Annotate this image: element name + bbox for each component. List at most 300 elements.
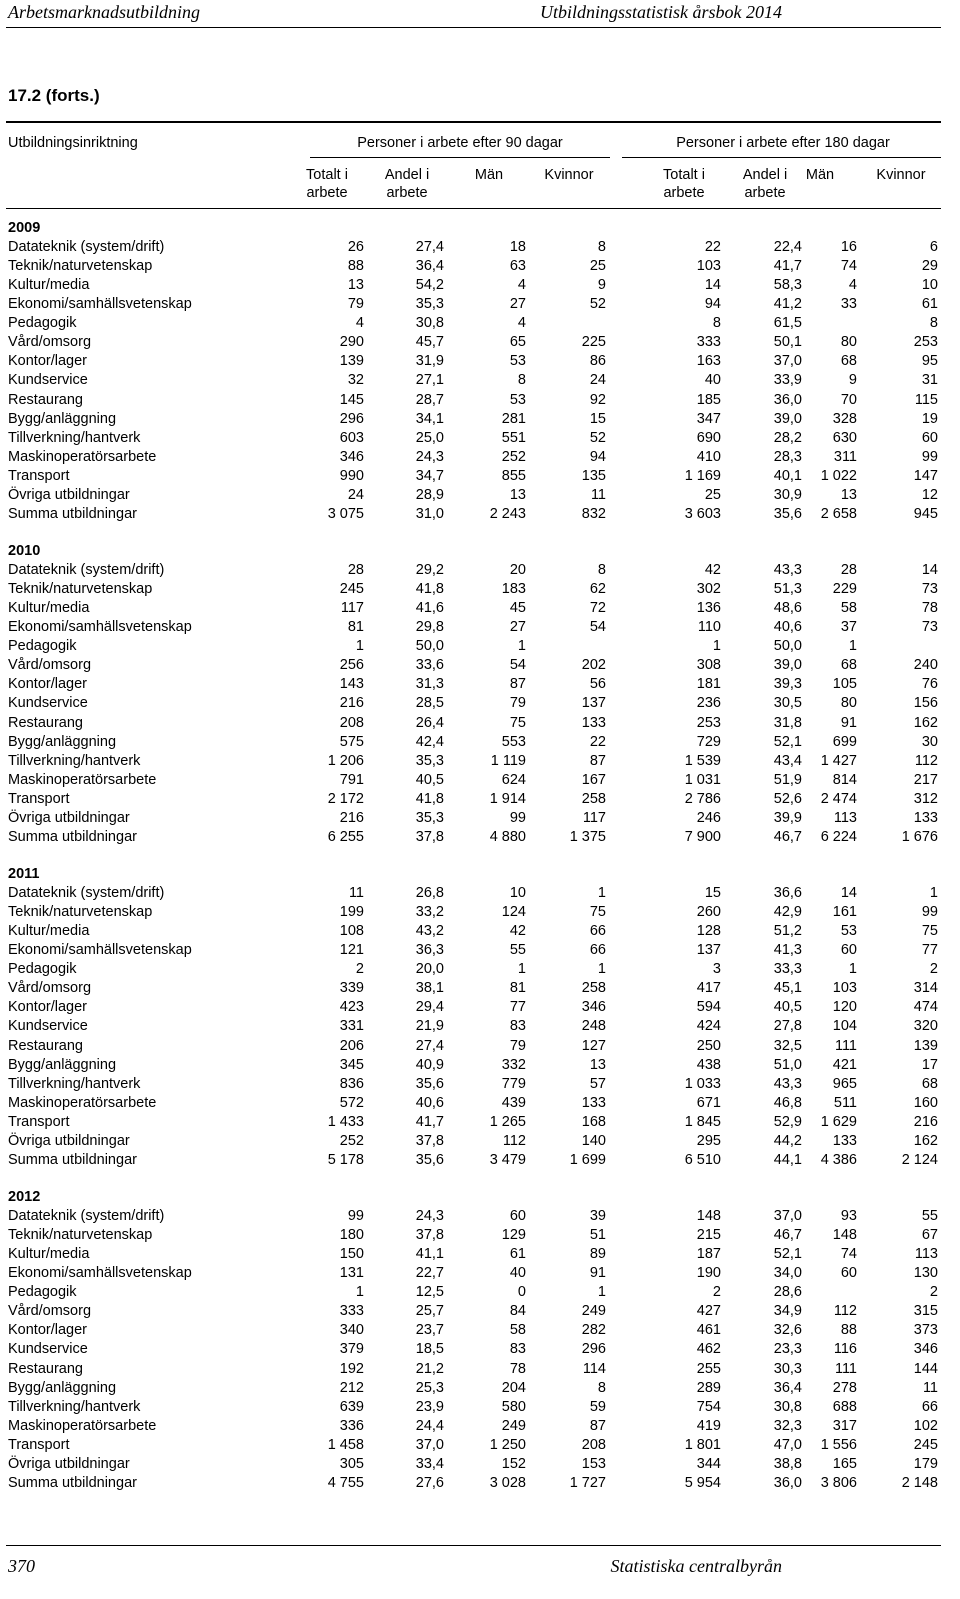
row-label: Pedagogik xyxy=(8,961,77,978)
table-cell: 624 xyxy=(501,771,526,788)
row-label: Kontor/lager xyxy=(8,1322,87,1339)
table-cell: 43,4 xyxy=(773,752,802,769)
row-header-label: Utbildningsinriktning xyxy=(8,135,138,151)
table-cell: 212 xyxy=(339,1379,364,1396)
table-cell: 60 xyxy=(921,429,938,446)
table-cell: 102 xyxy=(913,1417,938,1434)
table-cell: 248 xyxy=(581,1018,606,1035)
table-cell: 133 xyxy=(581,714,606,731)
table-cell: 52,6 xyxy=(773,790,802,807)
table-cell: 346 xyxy=(581,999,606,1016)
table-cell: 289 xyxy=(696,1379,721,1396)
table-cell: 33,2 xyxy=(415,904,444,921)
table-cell: 51 xyxy=(589,1227,606,1244)
table-cell: 3 479 xyxy=(489,1151,526,1168)
table-cell: 133 xyxy=(832,1132,857,1149)
table-cell: 112 xyxy=(833,1303,857,1320)
table-cell: 4 xyxy=(517,277,526,294)
table-cell: 779 xyxy=(501,1075,526,1092)
table-cell: 290 xyxy=(339,334,364,351)
table-cell: 2 786 xyxy=(684,790,721,807)
table-cell: 1 433 xyxy=(327,1113,364,1130)
table-cell: 140 xyxy=(581,1132,606,1149)
table-cell: 424 xyxy=(696,1018,721,1035)
table-cell: 77 xyxy=(921,942,938,959)
row-label: Summa utbildningar xyxy=(8,1474,137,1491)
table-cell: 13 xyxy=(840,486,857,503)
table-cell: 1 206 xyxy=(327,752,364,769)
table-cell: 217 xyxy=(913,771,938,788)
table-cell: 114 xyxy=(582,1360,606,1377)
row-label: Summa utbildningar xyxy=(8,1151,137,1168)
table-cell: 296 xyxy=(581,1341,606,1358)
table-cell: 180 xyxy=(339,1227,364,1244)
table-cell: 40,6 xyxy=(415,1094,444,1111)
row-label: Tillverkning/hantverk xyxy=(8,429,141,446)
table-cell: 28,5 xyxy=(415,695,444,712)
table-cell: 41,8 xyxy=(415,581,444,598)
table-cell: 2 xyxy=(929,1284,938,1301)
table-cell: 216 xyxy=(339,695,364,712)
table-cell: 282 xyxy=(581,1322,606,1339)
table-cell: 1 265 xyxy=(489,1113,526,1130)
table-cell: 9 xyxy=(848,372,857,389)
table-cell: 990 xyxy=(339,467,364,484)
table-cell: 37,0 xyxy=(773,1208,802,1225)
table-cell: 32,3 xyxy=(773,1417,802,1434)
table-cell: 305 xyxy=(339,1455,364,1472)
table-cell: 124 xyxy=(501,904,526,921)
table-cell: 4 755 xyxy=(327,1474,364,1491)
table-cell: 27,6 xyxy=(415,1474,444,1491)
table-cell: 1 169 xyxy=(684,467,721,484)
table-cell: 59 xyxy=(589,1398,606,1415)
table-cell: 34,0 xyxy=(773,1265,802,1282)
table-cell: 639 xyxy=(339,1398,364,1415)
table-cell: 1 427 xyxy=(820,752,857,769)
table-cell: 91 xyxy=(840,714,857,731)
table-cell: 50,0 xyxy=(773,638,802,655)
table-cell: 68 xyxy=(921,1075,938,1092)
footer-rule xyxy=(6,1545,941,1546)
table-cell: 2 474 xyxy=(820,790,857,807)
table-cell: 78 xyxy=(509,1360,526,1377)
row-label: Ekonomi/samhällsvetenskap xyxy=(8,1265,192,1282)
row-label: Kultur/media xyxy=(8,923,90,940)
table-cell: 1 250 xyxy=(489,1436,526,1453)
table-cell: 38,8 xyxy=(773,1455,802,1472)
table-cell: 79 xyxy=(509,695,526,712)
table-cell: 1 xyxy=(597,1284,606,1301)
table-cell: 51,0 xyxy=(773,1056,802,1073)
row-label: Ekonomi/samhällsvetenskap xyxy=(8,619,192,636)
table-cell: 52 xyxy=(589,429,606,446)
table-cell: 8 xyxy=(712,315,721,332)
table-cell: 5 954 xyxy=(684,1474,721,1491)
table-cell: 84 xyxy=(509,1303,526,1320)
table-cell: 117 xyxy=(582,809,606,826)
table-cell: 791 xyxy=(339,771,364,788)
table-cell: 208 xyxy=(339,714,364,731)
table-cell: 6 xyxy=(929,239,938,256)
table-cell: 53 xyxy=(840,923,857,940)
row-label: Teknik/naturvetenskap xyxy=(8,581,153,598)
column-header-line2: arbete xyxy=(744,185,786,201)
table-cell: 103 xyxy=(832,980,857,997)
table-cell: 45 xyxy=(509,600,526,617)
table-cell: 580 xyxy=(501,1398,526,1415)
table-cell: 150 xyxy=(339,1246,364,1263)
table-cell: 60 xyxy=(840,942,857,959)
table-cell: 74 xyxy=(840,1246,857,1263)
row-label: Maskinoperatörsarbete xyxy=(8,771,157,788)
table-cell: 115 xyxy=(914,391,938,408)
table-cell: 729 xyxy=(696,733,721,750)
table-cell: 133 xyxy=(913,809,938,826)
row-label: Datateknik (system/drift) xyxy=(8,239,165,256)
table-cell: 14 xyxy=(921,562,938,579)
table-cell: 13 xyxy=(347,277,364,294)
table-cell: 91 xyxy=(589,1265,606,1282)
table-cell: 1 xyxy=(517,961,526,978)
table-cell: 35,6 xyxy=(415,1151,444,1168)
row-label: Restaurang xyxy=(8,391,83,408)
table-cell: 249 xyxy=(501,1417,526,1434)
table-cell: 340 xyxy=(339,1322,364,1339)
table-cell: 296 xyxy=(339,410,364,427)
table-cell: 24,3 xyxy=(415,448,444,465)
table-cell: 4 880 xyxy=(489,828,526,845)
table-cell: 551 xyxy=(501,429,526,446)
table-cell: 99 xyxy=(347,1208,364,1225)
table-cell: 139 xyxy=(913,1037,938,1054)
section-year-heading: 2012 xyxy=(8,1189,41,1205)
table-cell: 39,0 xyxy=(773,410,802,427)
table-cell: 439 xyxy=(501,1094,526,1111)
table-cell: 112 xyxy=(914,752,938,769)
table-cell: 671 xyxy=(696,1094,721,1111)
row-label: Pedagogik xyxy=(8,315,77,332)
table-cell: 31,8 xyxy=(773,714,802,731)
table-cell: 26,8 xyxy=(415,885,444,902)
table-cell: 461 xyxy=(696,1322,721,1339)
table-cell: 127 xyxy=(581,1037,606,1054)
row-label: Restaurang xyxy=(8,714,83,731)
table-cell: 80 xyxy=(840,334,857,351)
table-cell: 40,6 xyxy=(773,619,802,636)
table-cell: 40 xyxy=(704,372,721,389)
table-cell: 61 xyxy=(921,296,938,313)
table-cell: 55 xyxy=(921,1208,938,1225)
table-cell: 7 900 xyxy=(684,828,721,845)
table-cell: 148 xyxy=(832,1227,857,1244)
table-cell: 66 xyxy=(589,923,606,940)
footer-publisher: Statistiska centralbyrån xyxy=(610,1556,782,1576)
table-cell: 111 xyxy=(834,1360,857,1377)
table-cell: 161 xyxy=(832,904,857,921)
table-cell: 20,0 xyxy=(415,961,444,978)
table-cell: 2 243 xyxy=(489,505,526,522)
table-cell: 34,7 xyxy=(415,467,444,484)
row-label: Kundservice xyxy=(8,1018,88,1035)
table-cell: 34,9 xyxy=(773,1303,802,1320)
row-label: Vård/omsorg xyxy=(8,1303,92,1320)
table-cell: 148 xyxy=(696,1208,721,1225)
table-cell: 10 xyxy=(921,277,938,294)
table-cell: 256 xyxy=(339,657,364,674)
table-cell: 4 386 xyxy=(820,1151,857,1168)
table-cell: 15 xyxy=(704,885,721,902)
table-cell: 333 xyxy=(339,1303,364,1320)
table-cell: 30 xyxy=(921,733,938,750)
table-cell: 245 xyxy=(913,1436,938,1453)
table-cell: 81 xyxy=(509,980,526,997)
table-cell: 28 xyxy=(840,562,857,579)
table-cell: 35,3 xyxy=(415,296,444,313)
table-cell: 28,2 xyxy=(773,429,802,446)
table-cell: 1 xyxy=(848,638,857,655)
table-cell: 699 xyxy=(832,733,857,750)
table-cell: 35,3 xyxy=(415,752,444,769)
table-cell: 311 xyxy=(833,448,857,465)
table-cell: 183 xyxy=(501,581,526,598)
table-cell: 1 xyxy=(712,638,721,655)
table-cell: 421 xyxy=(832,1056,857,1073)
table-cell: 55 xyxy=(509,942,526,959)
row-label: Maskinoperatörsarbete xyxy=(8,1094,157,1111)
table-cell: 139 xyxy=(339,353,364,370)
row-label: Övriga utbildningar xyxy=(8,809,130,826)
table-cell: 31,9 xyxy=(415,353,444,370)
table-cell: 42,4 xyxy=(415,733,444,750)
table-cell: 14 xyxy=(704,277,721,294)
table-cell: 86 xyxy=(589,353,606,370)
table-cell: 31,3 xyxy=(415,676,444,693)
table-cell: 1 022 xyxy=(820,467,857,484)
table-cell: 438 xyxy=(696,1056,721,1073)
table-cell: 43,3 xyxy=(773,562,802,579)
table-cell: 192 xyxy=(339,1360,364,1377)
row-label: Ekonomi/samhällsvetenskap xyxy=(8,296,192,313)
table-cell: 72 xyxy=(589,600,606,617)
table-cell: 2 124 xyxy=(901,1151,938,1168)
table-cell: 281 xyxy=(501,410,526,427)
table-cell: 215 xyxy=(696,1227,721,1244)
table-cell: 75 xyxy=(921,923,938,940)
table-cell: 37,0 xyxy=(415,1436,444,1453)
table-cell: 42 xyxy=(704,562,721,579)
table-cell: 46,7 xyxy=(773,828,802,845)
table-cell: 16 xyxy=(840,239,857,256)
table-cell: 3 028 xyxy=(489,1474,526,1491)
table-cell: 147 xyxy=(913,467,938,484)
table-cell: 131 xyxy=(339,1265,364,1282)
table-cell: 336 xyxy=(339,1417,364,1434)
table-cell: 34,1 xyxy=(415,410,444,427)
table-cell: 1 727 xyxy=(569,1474,606,1491)
table-cell: 1 556 xyxy=(820,1436,857,1453)
table-cell: 111 xyxy=(834,1037,857,1054)
table-cell: 35,6 xyxy=(415,1075,444,1092)
table-cell: 41,7 xyxy=(773,258,802,275)
table-cell: 10 xyxy=(509,885,526,902)
table-cell: 253 xyxy=(696,714,721,731)
table-cell: 73 xyxy=(921,581,938,598)
table-cell: 1 845 xyxy=(684,1113,721,1130)
table-cell: 110 xyxy=(697,619,721,636)
table-cell: 12,5 xyxy=(415,1284,444,1301)
table-cell: 28,7 xyxy=(415,391,444,408)
table-cell: 2 172 xyxy=(327,790,364,807)
table-cell: 26 xyxy=(347,239,364,256)
table-cell: 40,5 xyxy=(415,771,444,788)
table-cell: 87 xyxy=(589,752,606,769)
table-cell: 58,3 xyxy=(773,277,802,294)
table-cell: 185 xyxy=(696,391,721,408)
table-cell: 79 xyxy=(347,296,364,313)
table-cell: 474 xyxy=(913,999,938,1016)
table-cell: 20 xyxy=(509,562,526,579)
column-header-line1: Män xyxy=(474,167,504,183)
table-cell: 135 xyxy=(581,467,606,484)
table-cell: 1 119 xyxy=(490,752,526,769)
table-cell: 104 xyxy=(832,1018,857,1035)
table-cell: 575 xyxy=(339,733,364,750)
table-cell: 30,5 xyxy=(773,695,802,712)
table-cell: 137 xyxy=(581,695,606,712)
table-cell: 1 xyxy=(597,885,606,902)
table-cell: 95 xyxy=(921,353,938,370)
row-label: Transport xyxy=(8,1113,70,1130)
table-cell: 308 xyxy=(696,657,721,674)
table-cell: 121 xyxy=(339,942,364,959)
table-cell: 1 xyxy=(929,885,938,902)
table-cell: 317 xyxy=(832,1417,857,1434)
table-cell: 52,1 xyxy=(773,1246,802,1263)
row-label: Summa utbildningar xyxy=(8,828,137,845)
table-cell: 88 xyxy=(347,258,364,275)
table-cell: 246 xyxy=(696,809,721,826)
table-cell: 24 xyxy=(589,372,606,389)
table-cell: 229 xyxy=(832,581,857,598)
table-cell: 1 699 xyxy=(569,1151,606,1168)
running-header-right: Utbildningsstatistisk årsbok 2014 xyxy=(539,2,782,22)
table-cell: 32,6 xyxy=(773,1322,802,1339)
table-cell: 8 xyxy=(597,239,606,256)
table-cell: 1 914 xyxy=(489,790,526,807)
table-cell: 52,1 xyxy=(773,733,802,750)
table-cell: 4 xyxy=(355,315,364,332)
row-label: Datateknik (system/drift) xyxy=(8,562,165,579)
table-cell: 33,9 xyxy=(773,372,802,389)
table-cell: 28,3 xyxy=(773,448,802,465)
table-cell: 23,7 xyxy=(415,1322,444,1339)
table-cell: 165 xyxy=(832,1455,857,1472)
table-cell: 128 xyxy=(696,923,721,940)
table-cell: 22 xyxy=(704,239,721,256)
table-cell: 41,2 xyxy=(773,296,802,313)
table-cell: 54,2 xyxy=(415,277,444,294)
table-cell: 345 xyxy=(339,1056,364,1073)
table-cell: 43,3 xyxy=(773,1075,802,1092)
table-cell: 8 xyxy=(517,372,526,389)
column-header-line1: Totalt i xyxy=(663,167,705,183)
table-cell: 379 xyxy=(339,1341,364,1358)
table-cell: 77 xyxy=(509,999,526,1016)
table-cell: 1 xyxy=(848,961,857,978)
table-cell: 1 xyxy=(517,638,526,655)
table-cell: 27,1 xyxy=(415,372,444,389)
table-cell: 58 xyxy=(509,1322,526,1339)
table-cell: 373 xyxy=(913,1322,938,1339)
table-cell: 112 xyxy=(502,1132,526,1149)
table-cell: 60 xyxy=(840,1265,857,1282)
table-cell: 39 xyxy=(589,1208,606,1225)
row-label: Kultur/media xyxy=(8,600,90,617)
table-cell: 99 xyxy=(509,809,526,826)
row-label: Kundservice xyxy=(8,1341,88,1358)
table-cell: 249 xyxy=(581,1303,606,1320)
row-label: Övriga utbildningar xyxy=(8,486,130,503)
table-cell: 40 xyxy=(509,1265,526,1282)
table-cell: 181 xyxy=(696,676,721,693)
table-cell: 13 xyxy=(589,1056,606,1073)
table-cell: 162 xyxy=(913,714,938,731)
table-cell: 41,7 xyxy=(415,1113,444,1130)
table-cell: 0 xyxy=(517,1284,526,1301)
table-cell: 33,3 xyxy=(773,961,802,978)
table-cell: 35,6 xyxy=(773,505,802,522)
row-label: Tillverkning/hantverk xyxy=(8,1398,141,1415)
table-cell: 113 xyxy=(833,809,857,826)
table-cell: 814 xyxy=(832,771,857,788)
table-cell: 594 xyxy=(696,999,721,1016)
table-cell: 11 xyxy=(922,1379,938,1396)
table-cell: 199 xyxy=(339,904,364,921)
table-cell: 419 xyxy=(696,1417,721,1434)
table-cell: 410 xyxy=(696,448,721,465)
table-cell: 168 xyxy=(581,1113,606,1130)
table-cell: 19 xyxy=(921,410,938,427)
table-cell: 29,2 xyxy=(415,562,444,579)
table-cell: 45,1 xyxy=(773,980,802,997)
table-cell: 68 xyxy=(840,353,857,370)
table-cell: 179 xyxy=(913,1455,938,1472)
table-cell: 1 xyxy=(355,638,364,655)
table-cell: 62 xyxy=(589,581,606,598)
table-cell: 144 xyxy=(913,1360,938,1377)
table-cell: 38,1 xyxy=(415,980,444,997)
table-cell: 137 xyxy=(696,942,721,959)
table-cell: 89 xyxy=(589,1246,606,1263)
table-cell: 11 xyxy=(348,885,364,902)
row-label: Datateknik (system/drift) xyxy=(8,1208,165,1225)
row-label: Kontor/lager xyxy=(8,676,87,693)
table-cell: 346 xyxy=(339,448,364,465)
table-cell: 216 xyxy=(913,1113,938,1130)
table-cell: 66 xyxy=(921,1398,938,1415)
table-cell: 6 224 xyxy=(820,828,857,845)
table-cell: 255 xyxy=(696,1360,721,1377)
table-cell: 45,7 xyxy=(415,334,444,351)
table-cell: 78 xyxy=(921,600,938,617)
table-cell: 143 xyxy=(339,676,364,693)
table-cell: 99 xyxy=(921,904,938,921)
table-cell: 17 xyxy=(921,1056,938,1073)
section-year-heading: 2009 xyxy=(8,220,41,236)
table-cell: 163 xyxy=(696,353,721,370)
table-cell: 36,6 xyxy=(773,885,802,902)
